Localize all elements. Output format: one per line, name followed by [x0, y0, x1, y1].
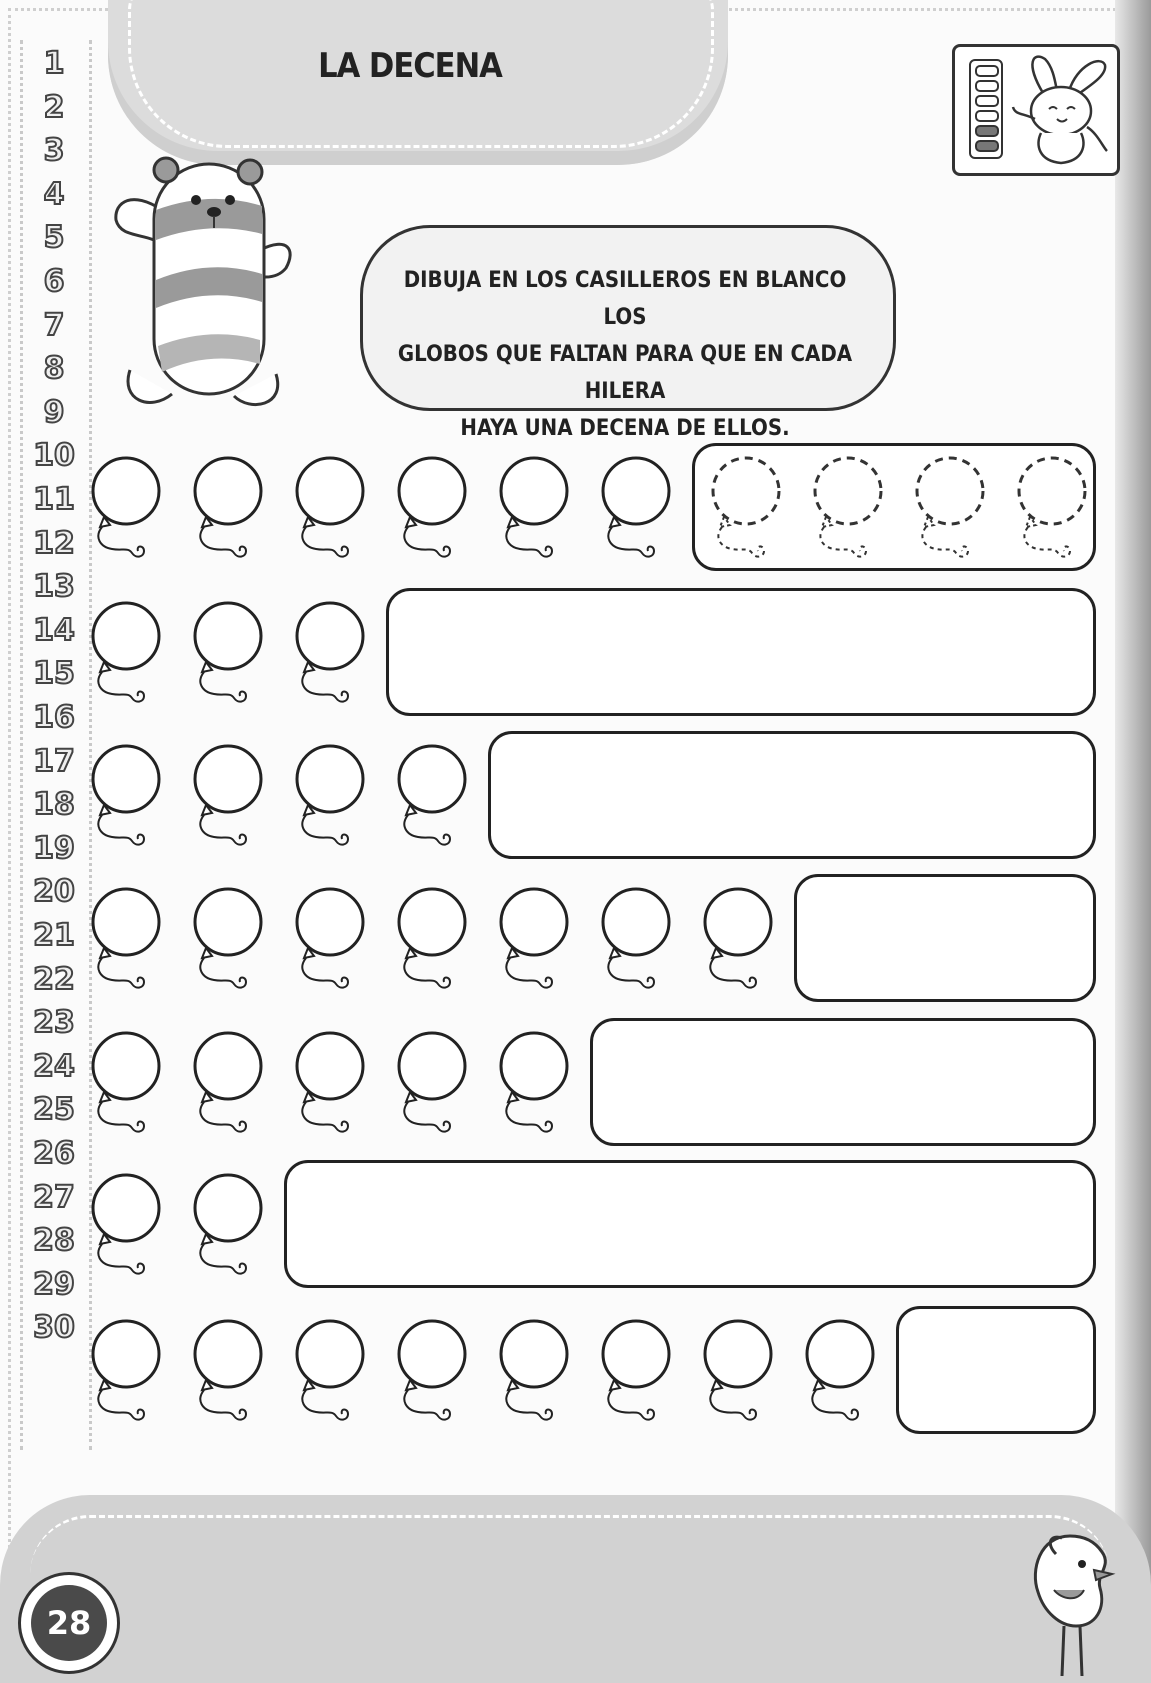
side-number: 29: [33, 1266, 75, 1302]
side-number: 26: [33, 1136, 75, 1171]
balloon: [88, 1318, 174, 1448]
balloon: [394, 455, 480, 585]
balloon: [802, 1318, 888, 1448]
balloon: [88, 743, 174, 873]
side-number: 10: [33, 438, 75, 474]
side-number: 8: [43, 351, 65, 387]
side-number: 1: [43, 46, 65, 81]
balloon: [190, 886, 276, 1016]
balloon: [292, 743, 378, 873]
answer-box[interactable]: [488, 731, 1096, 859]
side-number: 17: [33, 743, 75, 779]
balloon: [190, 1030, 276, 1160]
bear-character-icon: [110, 150, 300, 410]
instruction-text: [380, 262, 870, 447]
dashed-balloon-example: [708, 455, 794, 585]
instruction-line: DIBUJA EN LOS CASILLEROS EN BLANCO LOS: [403, 268, 847, 330]
side-number: 4: [43, 176, 65, 212]
answer-box[interactable]: [284, 1160, 1096, 1288]
level-badge: [952, 44, 1120, 176]
dashed-balloon-example: [1014, 455, 1100, 585]
level-bar: [975, 80, 999, 92]
side-number: 20: [33, 874, 75, 910]
page-edge-shadow: [1115, 0, 1151, 1683]
side-number: 23: [33, 1005, 75, 1041]
side-number: 9: [43, 394, 65, 430]
level-bar: [975, 110, 999, 122]
answer-box[interactable]: [590, 1018, 1096, 1146]
page-number-badge: [18, 1572, 120, 1674]
balloon: [292, 1318, 378, 1448]
level-bar: [975, 140, 999, 152]
side-number: 16: [33, 700, 75, 735]
page-number: 28: [31, 1585, 107, 1661]
level-bar: [975, 125, 999, 137]
side-number: 13: [33, 569, 75, 605]
side-number: 3: [43, 133, 65, 169]
side-number: 5: [43, 220, 65, 256]
balloon: [292, 886, 378, 1016]
balloon: [292, 1030, 378, 1160]
side-number: 24: [33, 1048, 75, 1084]
balloon: [88, 455, 174, 585]
side-number: 22: [33, 961, 75, 997]
balloon: [394, 886, 480, 1016]
side-number: 15: [33, 656, 75, 692]
answer-box[interactable]: [386, 588, 1096, 716]
balloon: [496, 886, 582, 1016]
side-number: 7: [43, 307, 65, 343]
balloon: [190, 743, 276, 873]
balloon: [190, 1172, 276, 1302]
side-number: 27: [33, 1179, 75, 1215]
side-number: 25: [33, 1092, 75, 1128]
side-number: 21: [33, 918, 75, 953]
side-number: 14: [33, 612, 75, 648]
balloon: [394, 1318, 480, 1448]
balloon: [598, 886, 684, 1016]
instruction-line: GLOBOS QUE FALTAN PARA QUE EN CADA HILERA: [397, 342, 853, 404]
side-number: 11: [33, 482, 75, 517]
page-title: LA DECENA: [318, 46, 502, 86]
side-number: 28: [33, 1223, 75, 1259]
side-number: 2: [43, 89, 65, 125]
bunny-icon: [1005, 53, 1113, 167]
bottom-cloud-stitching: [30, 1515, 1110, 1598]
side-number: 19: [33, 830, 75, 866]
balloon: [88, 600, 174, 730]
balloon: [292, 455, 378, 585]
balloon: [496, 1318, 582, 1448]
balloon: [88, 1030, 174, 1160]
side-number: 18: [33, 787, 75, 823]
answer-box[interactable]: [794, 874, 1096, 1002]
balloon: [292, 600, 378, 730]
side-number: 6: [43, 264, 65, 299]
balloon: [700, 1318, 786, 1448]
balloon: [496, 455, 582, 585]
level-bar: [975, 65, 999, 77]
dashed-balloon-example: [810, 455, 896, 585]
side-number: 30: [33, 1310, 75, 1346]
instruction-line: HAYA UNA DECENA DE ELLOS.: [460, 416, 790, 441]
answer-box[interactable]: [896, 1306, 1096, 1434]
bird-icon: [1020, 1530, 1120, 1680]
level-bars: [969, 59, 1003, 159]
dashed-balloon-example: [912, 455, 998, 585]
level-bar: [975, 95, 999, 107]
balloon: [598, 1318, 684, 1448]
balloon: [190, 455, 276, 585]
balloon: [700, 886, 786, 1016]
balloon: [88, 1172, 174, 1302]
side-number: 12: [33, 525, 75, 561]
balloon: [88, 886, 174, 1016]
balloon: [190, 1318, 276, 1448]
balloon: [394, 743, 480, 873]
balloon: [598, 455, 684, 585]
balloon: [496, 1030, 582, 1160]
balloon: [394, 1030, 480, 1160]
balloon: [190, 600, 276, 730]
